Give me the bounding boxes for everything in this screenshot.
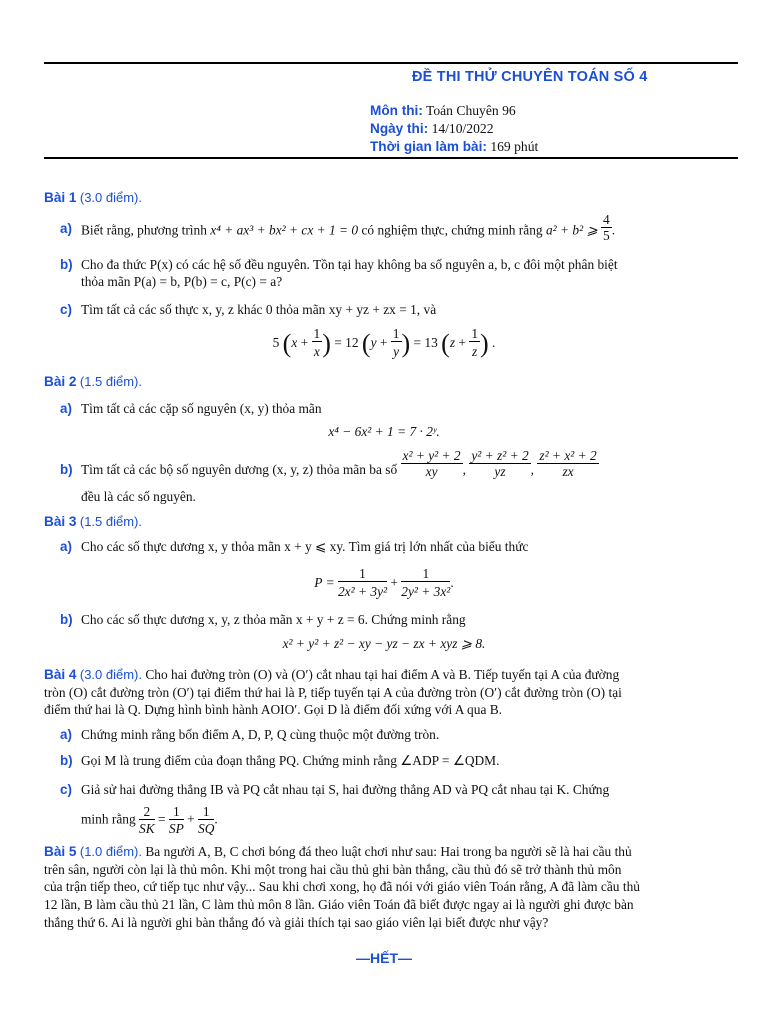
frac-den: SQ [198, 821, 215, 836]
bai2-a [60, 400, 740, 417]
bai4-points: (3.0 điểm). [79, 667, 142, 682]
time-label: Thời gian làm bài: [370, 139, 487, 154]
bai1-label: Bài 1 [44, 190, 77, 205]
fraction [391, 326, 402, 362]
bai3-b [60, 611, 740, 628]
date-value: 14/10/2022 [431, 121, 494, 136]
frac-den: 2x² + 3y² [337, 584, 388, 599]
fraction [469, 448, 530, 479]
bai2-a-equation [0, 422, 768, 442]
bai5-paragraph [44, 843, 738, 932]
fraction [139, 804, 155, 837]
bai4-line1: Cho hai đường tròn (O) và (O′) cắt nhau tại hai điểm A và B. Tiếp tuyến tại A của đường [145, 667, 620, 682]
fraction [469, 326, 480, 362]
bai2-a-text: Tìm tất cả các cặp số nguyên (x, y) thỏa mãn [81, 401, 322, 416]
bai2-a-marker: a) [60, 401, 72, 416]
coef: 12 [345, 335, 359, 351]
bai4-paragraph [44, 666, 738, 719]
exam-title: ĐỀ THI THỬ CHUYÊN TOÁN SỐ 4 [412, 69, 648, 85]
fraction [401, 448, 463, 479]
frac-num: 1 [169, 804, 184, 820]
bai4-c-line1: Giả sử hai đường thẳng IB và PQ cắt nhau tại S, hai đường thẳng AD và PQ cắt nhau tại K. Chứng [81, 782, 610, 797]
bai4-line2: tròn (O) cắt đường tròn (O′) tại điểm thứ hai là P, tiếp tuyến tại A của đường tròn (O′) cắt đường tròn (O) tại [44, 684, 622, 700]
bai4-c-line2: minh rằng [81, 811, 136, 827]
time-line [370, 139, 538, 155]
bai1-a-fraction [601, 212, 612, 243]
bai3-b-equation [0, 634, 768, 654]
bai4-c-marker: c) [60, 782, 72, 797]
bai2-heading [44, 374, 744, 390]
bai1-a-text: Biết rằng, phương trình [81, 222, 207, 238]
subject-value: Toán Chuyên 96 [426, 103, 516, 118]
fraction [537, 448, 598, 479]
bai5-label: Bài 5 [44, 844, 77, 859]
bai3-a [60, 538, 740, 555]
frac-num: y² + z² + 2 [471, 448, 529, 464]
frac-num: 1 [471, 326, 479, 341]
header-bottom-rule [44, 157, 738, 159]
bai3-b-text: Cho các số thực dương x, y, z thỏa mãn x + y + z = 6. Chứng minh rằng [81, 612, 466, 627]
bai1-c [60, 301, 740, 318]
fraction [312, 326, 323, 362]
bai2-b-text2: đều là các số nguyên. [81, 489, 196, 504]
fraction [338, 566, 387, 602]
bai4-line3: điểm thứ hai là Q. Dựng hình bình hành AOIO′. Gọi D là điểm đối xứng với A qua B. [44, 702, 503, 718]
var: z [449, 335, 456, 351]
bai5-line2: trên sân, người còn lại là thủ môn. Khi một trong hai cầu thủ ghi bàn thắng, cầu thủ đó sẽ trở thành thủ môn [44, 861, 622, 877]
bai1-b-line1: Cho đa thức P(x) có các hệ số đều nguyên. Tồn tại hay không ba số nguyên a, b, c đôi một phân biệt [81, 257, 618, 272]
bai2-points: (1.5 điểm). [79, 374, 142, 389]
bai1-heading [44, 190, 744, 206]
bai4-b-marker: b) [60, 753, 73, 768]
frac-den: z [472, 344, 478, 359]
frac-num: 1 [198, 804, 214, 820]
bai5-line5: thắng thứ 6. Ai là người ghi bàn thắng đó và giải thích tại sao giáo viên lại biết được như vậy? [44, 914, 549, 930]
bai4-a-marker: a) [60, 727, 72, 742]
fraction [198, 804, 214, 837]
bai3-a-equation: P = $\frac{1}{\text{2x² + 3y²}}$ + $\frac{1}{\text{2y² + 3x²}}$. [0, 566, 768, 602]
frac-den: 2y² + 3x² [401, 584, 451, 599]
frac-num: 1 [392, 326, 400, 341]
frac-num: 1 [338, 566, 387, 582]
frac-den: 5 [603, 228, 610, 243]
bai5-line4: 12 lần, B làm cầu thủ 21 lần, C làm thủ môn 8 lần. Giáo viên Toán đã biết được ngay ai là người ghi được bàn [44, 897, 634, 913]
frac-num: z² + x² + 2 [539, 448, 597, 464]
bai2-b: b) Tìm tất cả các bộ số nguyên dương (x, y, z) thỏa mãn ba số $\frac{\text{x² + y² + 2}}{xy}$ , $\frac{\text{y² + z² + 2}}{yz}$ , $\frac{\text{z² + x² + 2}}{zx}$ [60, 448, 597, 480]
bai3-a-marker: a) [60, 539, 72, 554]
frac-den: y [393, 344, 400, 359]
bai1-c-text: Tìm tất cả các số thực x, y, z khác 0 thỏa mãn xy + yz + zx = 1, và [81, 302, 437, 317]
bai3-points: (1.5 điểm). [79, 514, 142, 529]
bai1-a-equation: x⁴ + ax³ + bx² + cx + 1 = 0 [210, 222, 359, 238]
frac-den: zx [562, 464, 574, 480]
equation: x⁴ − 6x² + 1 = 7 · 2ʸ. [328, 424, 440, 439]
bai2-label: Bài 2 [44, 374, 77, 389]
bai3-a-text: Cho các số thực dương x, y thỏa mãn x + y ⩽ xy. Tìm giá trị lớn nhất của biểu thức [81, 539, 529, 554]
fraction [169, 804, 184, 837]
bai2-b-cont [60, 488, 740, 505]
bai5-points: (1.0 điểm). [79, 844, 142, 859]
frac-den: xy [425, 464, 438, 480]
bai1-a-inequality: a² + b² ⩾ [545, 222, 598, 238]
frac-den: yz [494, 464, 506, 480]
bai3-b-marker: b) [60, 612, 73, 627]
bai4-label: Bài 4 [44, 667, 77, 682]
date-label: Ngày thi: [370, 121, 429, 136]
bai3-heading [44, 514, 744, 530]
bai1-c-equation: 5 (x + $\frac{1}{x}) = 12$ (y + $\frac{1}{y}) = 13$ (z + $\frac{1}{z}$) . [0, 326, 768, 362]
frac-num: 2 [139, 804, 155, 820]
bai2-b-marker: b) [60, 462, 73, 477]
bai5-line3: của trận tiếp theo, cứ tiếp tục như vậy... Sau khi chơi xong, họ đã nói với giáo viên Toán rằng, A đã làm cầu thủ [44, 879, 640, 895]
frac-den: x [313, 344, 320, 359]
frac-num: 1 [313, 326, 321, 341]
bai1-a-marker: a) [60, 221, 72, 236]
bai1-b [60, 256, 740, 290]
coef: 13 [424, 335, 438, 351]
subject-label: Môn thi: [370, 103, 423, 118]
end-marker: —HẾT— [356, 950, 412, 966]
time-value: 169 phút [490, 139, 539, 154]
bai1-b-marker: b) [60, 257, 73, 272]
frac-den: SP [168, 821, 184, 836]
bai1-c-marker: c) [60, 302, 72, 317]
frac-num: 4 [603, 212, 610, 227]
bai1-a: a) Biết rằng, phương trình x⁴ + ax³ + bx² + cx + 1 = 0 có nghiệm thực, chứng minh rằng a² + b² ⩾ $\frac{4}{5}$ . [60, 212, 616, 243]
bai1-a-text2: có nghiệm thực, chứng minh rằng [361, 222, 543, 238]
bai4-a-text: Chứng minh rằng bốn điểm A, D, P, Q cùng thuộc một đường tròn. [81, 727, 440, 742]
bai4-a [60, 726, 740, 743]
frac-den: SK [139, 821, 155, 836]
frac-num: 1 [401, 566, 450, 582]
top-rule [44, 62, 738, 64]
equation: x² + y² + z² − xy − yz − zx + xyz ⩾ 8. [282, 636, 486, 651]
date-line [370, 121, 494, 137]
bai4-b-text: Gọi M là trung điểm của đoạn thẳng PQ. Chứng minh rằng ∠ADP = ∠QDM. [81, 753, 500, 768]
frac-num: x² + y² + 2 [402, 448, 461, 464]
var: y [370, 335, 377, 351]
fraction [401, 566, 450, 602]
p-label: P = [314, 575, 335, 591]
bai4-b [60, 752, 740, 769]
bai4-c: c) Giả sử hai đường thẳng IB và PQ cắt nhau tại S, hai đường thẳng AD và PQ cắt nhau tại K. Chứng minh rằng $\frac{2}{SK}$ = $\frac{1}{SP}$ + $\frac{1}{SQ}$. [60, 781, 740, 837]
bai3-label: Bài 3 [44, 514, 77, 529]
subject-line [370, 103, 516, 119]
bai5-line1: Ba người A, B, C chơi bóng đá theo luật chơi như sau: Hai trong ba người sẽ là hai cầu thủ [145, 844, 632, 859]
var: x [291, 335, 298, 351]
bai1-points: (3.0 điểm). [79, 190, 142, 205]
coef: 5 [272, 335, 280, 351]
bai1-b-line2: thỏa mãn P(a) = b, P(b) = c, P(c) = a? [81, 274, 283, 289]
bai2-b-text: Tìm tất cả các bộ số nguyên dương (x, y, z) thỏa mãn ba số [81, 462, 398, 477]
